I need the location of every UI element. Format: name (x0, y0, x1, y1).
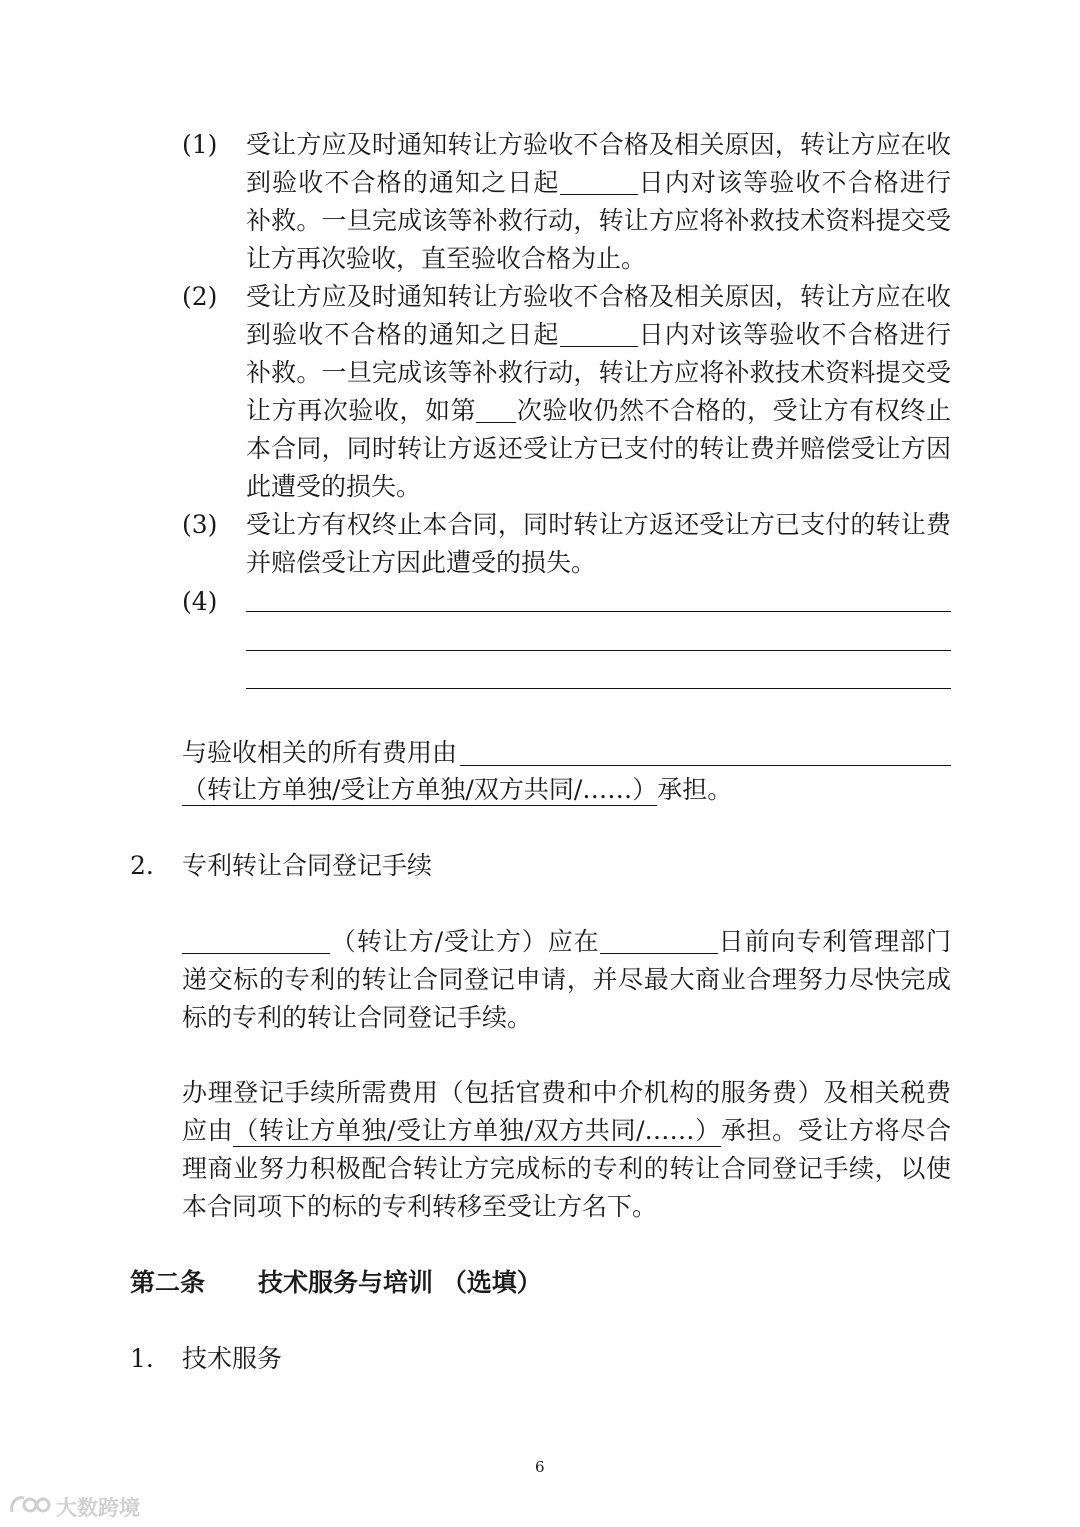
party-blank[interactable] (182, 925, 330, 954)
section-number: 2. (130, 851, 154, 880)
watermark-logo-icon (8, 1492, 52, 1518)
text-span: 次验收仍然不合格的，受让方有权终止 (516, 396, 951, 425)
text-line: 本合同项下的标的专利转移至受让方名下。 (182, 1192, 658, 1221)
text-line (182, 1112, 951, 1150)
text-span: 日内对该等验收不合格进行 (637, 168, 951, 197)
watermark-text: 大数跨境 (56, 1496, 140, 1520)
article-label: 第二条 (130, 1268, 206, 1297)
text-line: 并赔偿受让方因此遭受的损失。 (246, 548, 597, 577)
text-line: 受让方应及时通知转让方验收不合格及相关原因，转让方应在收 (246, 130, 951, 159)
fill-in-line[interactable] (246, 688, 951, 689)
text-line: 此遭受的损失。 (246, 472, 422, 501)
item-number: (4) (182, 587, 218, 616)
text-line (246, 164, 951, 202)
item-number: (3) (182, 510, 218, 539)
section-title: 专利转让合同登记手续 (182, 851, 433, 880)
text-line: 办理登记手续所需费用（包括官费和中介机构的服务费）及相关税费 (182, 1078, 951, 1107)
text-line: 理商业努力积极配合转让方完成标的专利的转让合同登记手续，以使 (182, 1154, 951, 1183)
article-title: 技术服务与培训 （选填） (258, 1268, 542, 1297)
text-span: 到验收不合格的通知之日起 (246, 320, 560, 349)
attempts-blank[interactable] (476, 394, 516, 423)
subsection-number: 1. (130, 1344, 154, 1373)
text-line: 让方再次验收，直至验收合格为止。 (246, 244, 647, 273)
text-span: 到验收不合格的通知之日起 (246, 168, 560, 197)
text-span: 承担。受让方将尽合 (720, 1116, 951, 1145)
text-line: 递交标的专利的转让合同登记申请，并尽最大商业合理努力尽快完成 (182, 965, 951, 994)
days-blank[interactable] (560, 318, 638, 347)
fill-in-line[interactable] (460, 765, 951, 766)
text-line (182, 923, 951, 961)
text-line (182, 771, 732, 809)
text-line: 标的专利的转让合同登记手续。 (182, 1003, 533, 1032)
cost-options[interactable]: （转让方单独/受让方单独/双方共同/……） (182, 775, 658, 804)
text-line (246, 316, 951, 354)
fill-in-line[interactable] (246, 611, 951, 612)
text-line: 补救。一旦完成该等补救行动，转让方应将补救技术资料提交受 (246, 206, 951, 235)
days-blank[interactable] (560, 166, 638, 195)
date-blank[interactable] (600, 925, 718, 954)
text-line: 补救。一旦完成该等补救行动，转让方应将补救技术资料提交受 (246, 358, 951, 387)
fee-options[interactable]: （转让方单独/受让方单独/双方共同/……） (233, 1116, 721, 1145)
item-number: (2) (182, 282, 218, 311)
text-span: 让方再次验收，如第 (246, 396, 477, 425)
text-line (246, 392, 951, 430)
item-number: (1) (182, 130, 218, 159)
text-line: 受让方有权终止本合同，同时转让方返还受让方已支付的转让费 (246, 510, 951, 539)
text-line: 受让方应及时通知转让方验收不合格及相关原因，转让方应在收 (246, 282, 951, 311)
text-line: 与验收相关的所有费用由 (182, 738, 458, 767)
subsection-title: 技术服务 (182, 1344, 283, 1373)
text-span: 日前向专利管理部门 (717, 927, 951, 956)
fill-in-line[interactable] (246, 650, 951, 651)
page-number: 6 (535, 1458, 545, 1476)
text-span: 承担。 (657, 775, 733, 804)
text-span: 日内对该等验收不合格进行 (637, 320, 951, 349)
text-line: 本合同，同时转让方返还受让方已支付的转让费并赔偿受让方因 (246, 434, 951, 463)
text-span: 应由 (182, 1116, 234, 1145)
text-span: （转让方/受让方）应在 (330, 927, 600, 956)
